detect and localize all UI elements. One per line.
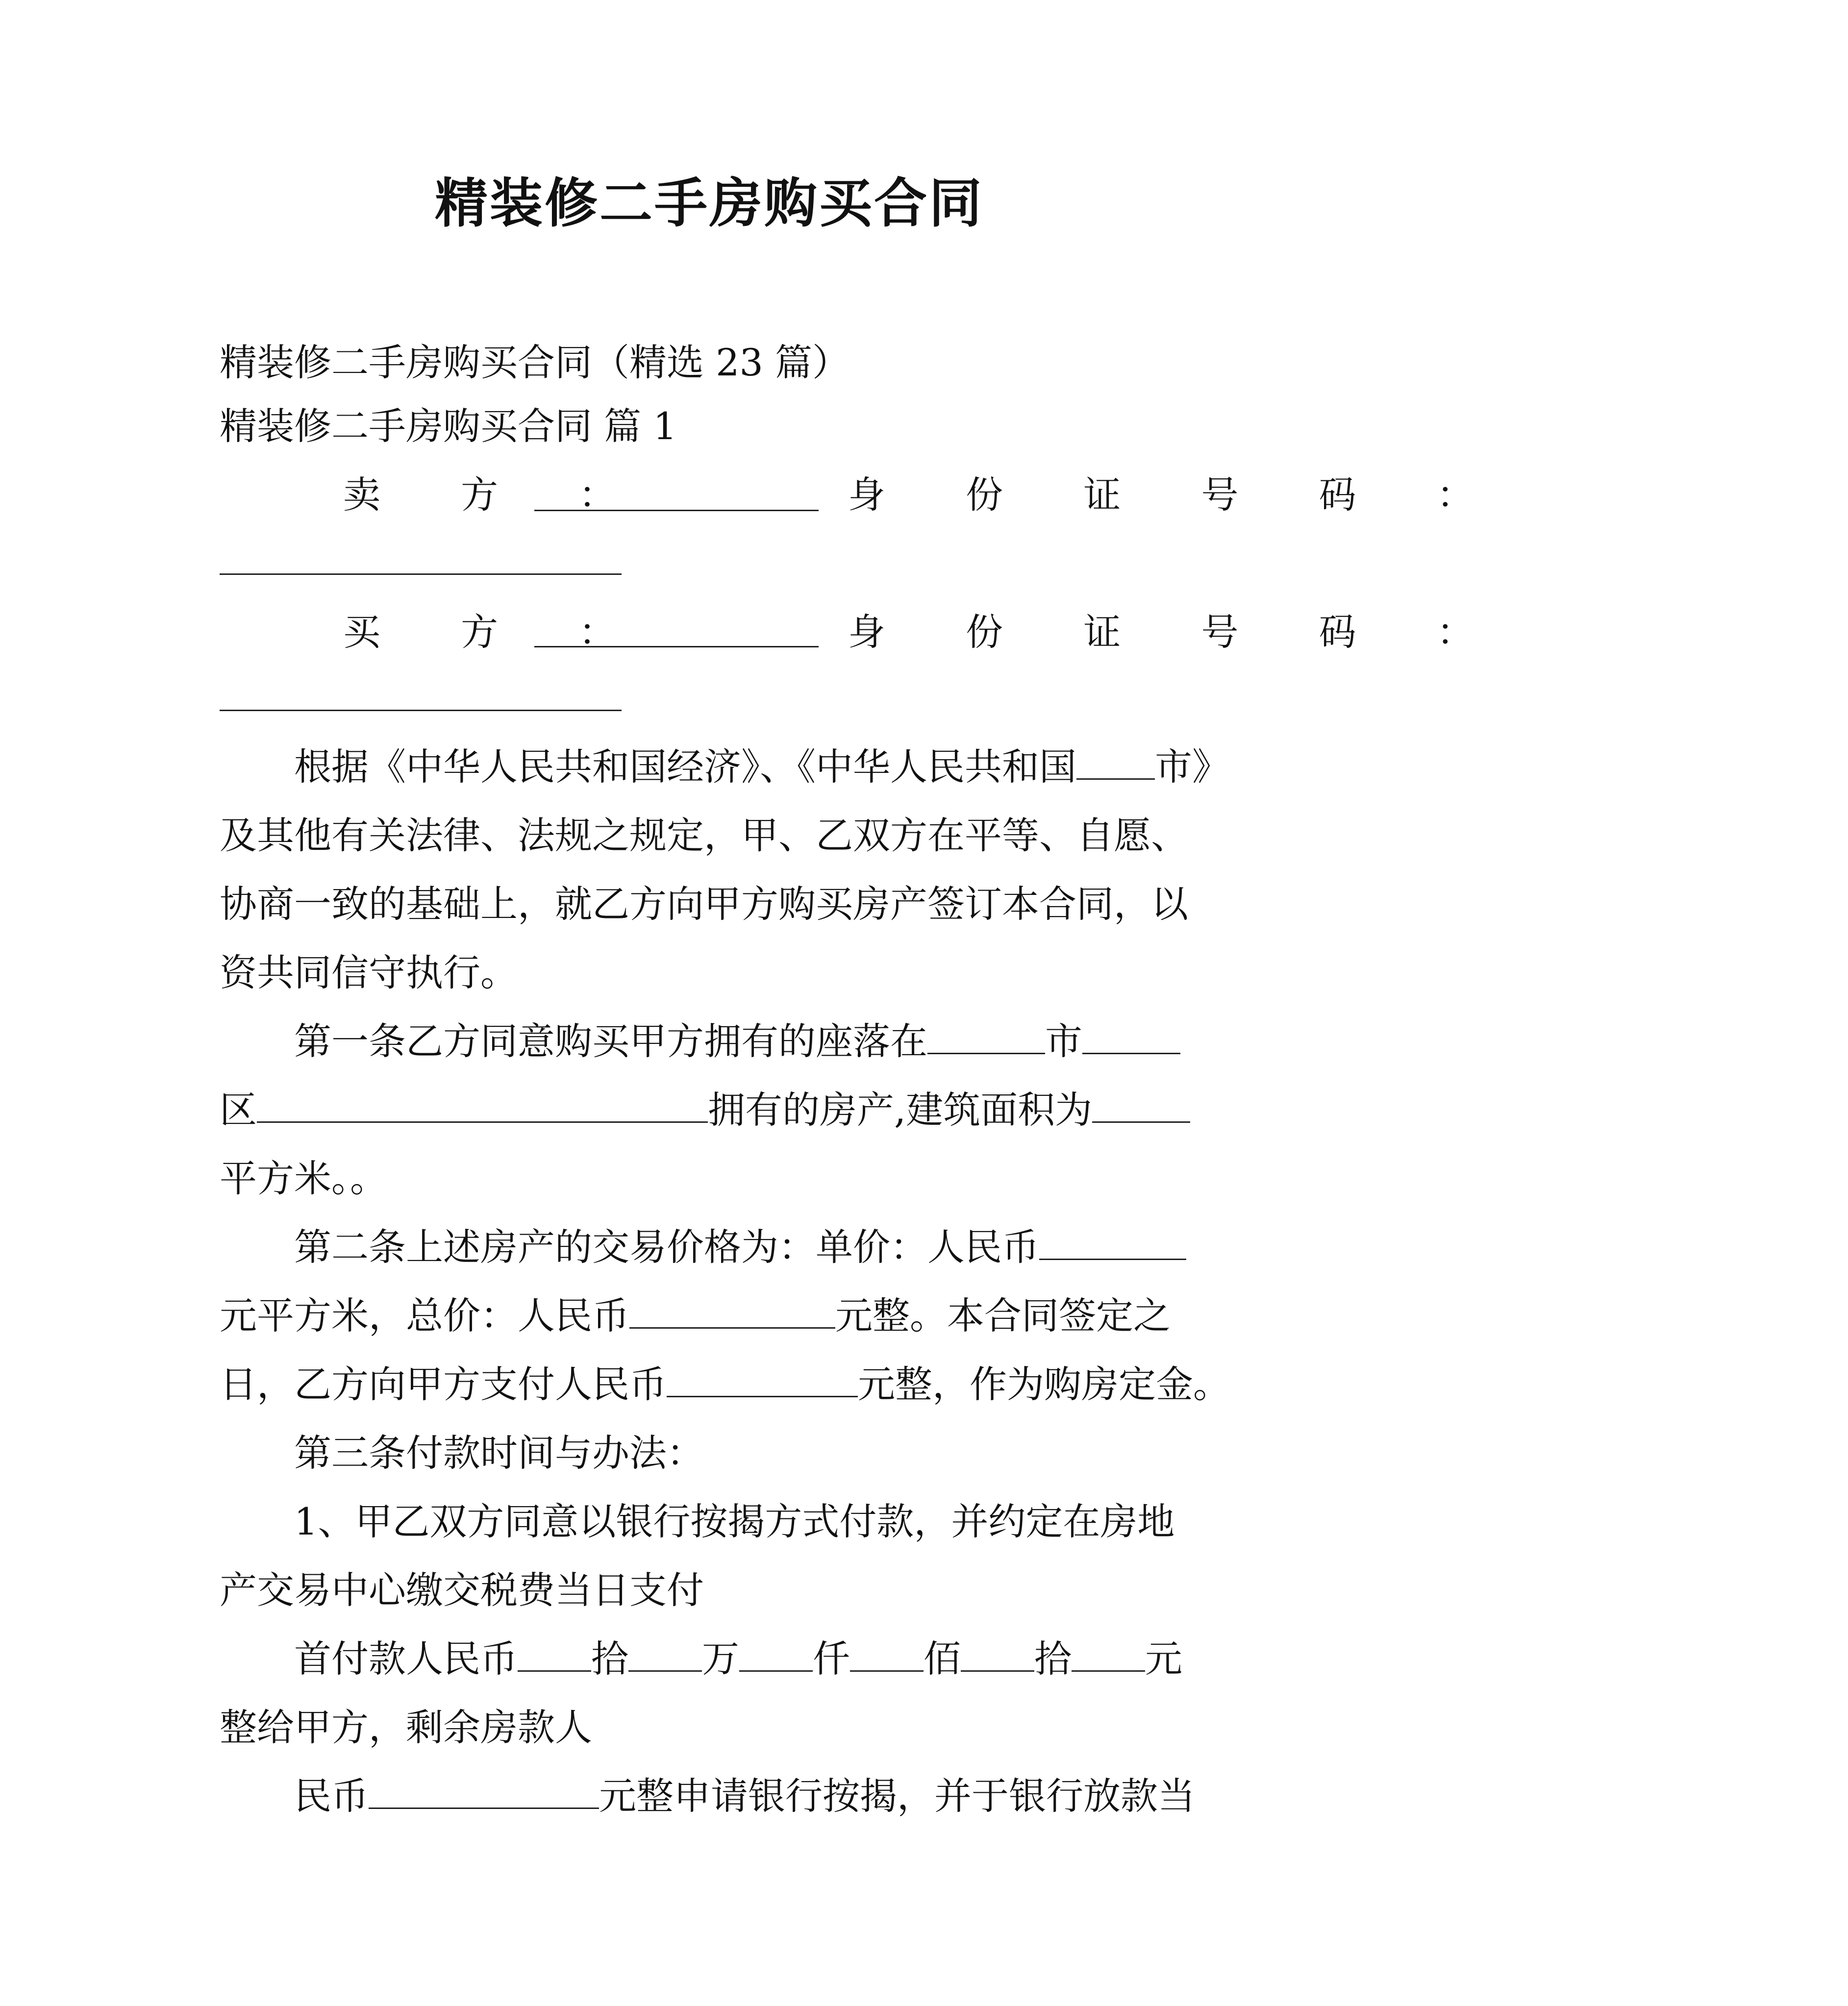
unit-shi: 拾 — [591, 1637, 628, 1681]
buyer-id-blank[interactable] — [220, 710, 622, 711]
total-price-blank[interactable] — [629, 1293, 835, 1329]
document-subtitle — [220, 338, 1220, 387]
article-1-address-blank[interactable] — [257, 1087, 708, 1123]
mortgage-amount-blank[interactable] — [369, 1773, 599, 1809]
seller-label: 卖 方 ： — [343, 473, 650, 517]
article-1-city-blank[interactable] — [927, 1018, 1045, 1054]
deposit-blank[interactable] — [667, 1362, 858, 1397]
article-2-text-e: 元整，作为购房定金。 — [858, 1362, 1230, 1406]
seller-id-blank[interactable] — [220, 573, 622, 575]
article-2-text-b: 元平方米，总价：人民币 — [220, 1294, 629, 1337]
down-payment-blank-3[interactable] — [739, 1636, 813, 1672]
mortgage-text-b: 元整申请银行按揭，并于银行放款当 — [599, 1774, 1195, 1818]
article-2-line-3 — [220, 1360, 1230, 1409]
unit-price-blank[interactable] — [1039, 1224, 1186, 1260]
article-3-item-1-line-2: 产交易中心缴交税费当日支付 — [220, 1568, 704, 1612]
buyer-id-label: 身 份 证 号 码 ： — [848, 610, 1508, 654]
basis-text-1: 根据《中华人民共和国经济》、《中华人民共和国 — [294, 745, 1076, 789]
basis-line-1 — [294, 743, 1294, 792]
down-payment-blank-2[interactable] — [628, 1636, 702, 1672]
section-heading-text: 精装修二手房购买合同 篇 1 — [220, 404, 677, 448]
down-payment-line-2: 整给甲方，剩余房款人 — [220, 1706, 592, 1749]
buyer-name-blank[interactable] — [534, 612, 819, 647]
unit-qian: 仟 — [813, 1637, 850, 1681]
down-payment-text: 首付款人民币 — [294, 1637, 518, 1681]
article-1-text-c: 区 — [220, 1088, 257, 1132]
article-1-text-b: 市 — [1045, 1019, 1082, 1063]
unit-bai: 佰 — [924, 1637, 961, 1681]
basis-line-4: 资共同信守执行。 — [220, 951, 518, 994]
article-3-title: 第三条付款时间与办法： — [294, 1431, 704, 1475]
down-payment-blank-4[interactable] — [850, 1636, 924, 1672]
document-title: 精装修二手房购买合同 — [434, 173, 984, 234]
article-1-district-pre-blank[interactable] — [1082, 1018, 1180, 1054]
article-1-text-a: 第一条乙方同意购买甲方拥有的座落在 — [294, 1019, 927, 1063]
article-2-text-c: 元整。本合同签定之 — [835, 1294, 1171, 1337]
article-1-text-d: 拥有的房产,建筑面积为 — [708, 1088, 1093, 1132]
down-payment-blank-1[interactable] — [518, 1636, 591, 1672]
article-1-line-2 — [220, 1086, 1220, 1135]
down-payment-blank-6[interactable] — [1072, 1636, 1145, 1672]
article-2-line-1 — [294, 1223, 1294, 1272]
mortgage-line — [294, 1772, 1294, 1821]
article-2-line-2 — [220, 1291, 1220, 1340]
article-3-item-1-line-1: 1、甲乙双方同意以银行按揭方式付款，并约定在房地 — [294, 1500, 1175, 1543]
subtitle-text: 精装修二手房购买合同（精选 23 篇） — [220, 341, 850, 384]
unit-yuan: 元 — [1145, 1637, 1182, 1681]
article-1-line-1 — [294, 1017, 1294, 1066]
article-2-text-a: 第二条上述房产的交易价格为：单价：人民币 — [294, 1225, 1039, 1269]
buyer-label: 买 方 ： — [343, 610, 650, 654]
article-2-text-d: 日，乙方向甲方支付人民币 — [220, 1362, 667, 1406]
section-heading — [220, 402, 1220, 451]
down-payment-blank-5[interactable] — [961, 1636, 1034, 1672]
basis-text-1b: 市》 — [1155, 745, 1229, 789]
seller-id-label: 身 份 证 号 码 ： — [848, 473, 1508, 517]
seller-name-blank[interactable] — [534, 475, 819, 511]
basis-city-blank[interactable] — [1076, 744, 1155, 780]
unit-wan: 万 — [702, 1637, 739, 1681]
mortgage-text-a: 民币 — [294, 1774, 369, 1818]
down-payment-line — [294, 1635, 1294, 1684]
basis-line-2: 及其他有关法律、法规之规定，甲、乙双方在平等、自愿、 — [220, 814, 1188, 857]
article-1-area-blank[interactable] — [1092, 1087, 1190, 1123]
article-1-line-3: 平方米。。 — [220, 1157, 387, 1200]
basis-line-3: 协商一致的基础上，就乙方向甲方购买房产签订本合同，以 — [220, 882, 1188, 926]
unit-shi-2: 拾 — [1034, 1637, 1072, 1681]
